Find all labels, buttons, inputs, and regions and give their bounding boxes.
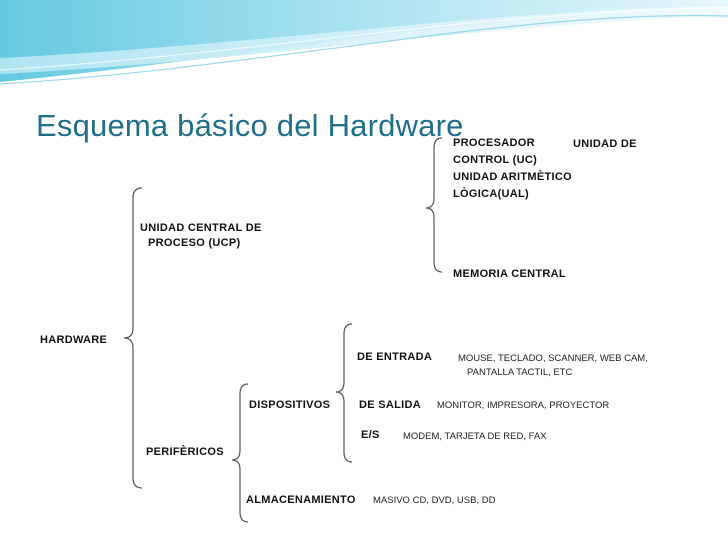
- salida-label: DE SALIDA: [359, 399, 421, 411]
- unidad-control-line1: UNIDAD DE: [573, 138, 637, 150]
- ucp-label-line1: UNIDAD CENTRAL DE: [140, 222, 262, 234]
- unidad-control-line2: CONTROL (UC): [453, 154, 538, 166]
- ual-line1: UNIDAD ARITMÈTICO: [453, 171, 572, 183]
- es-items: MODEM, TARJETA DE RED, FAX: [403, 431, 547, 442]
- entrada-label: DE ENTRADA: [357, 351, 433, 363]
- ucp-label-line2: PROCESO (UCP): [148, 237, 241, 249]
- entrada-items-line2: PANTALLA TACTIL, ETC: [467, 367, 573, 378]
- almacenamiento-items: MASIVO CD, DVD, USB, DD: [373, 495, 496, 506]
- dispositivos-label: DISPOSITIVOS: [249, 399, 331, 411]
- hardware-label: HARDWARE: [40, 334, 108, 346]
- salida-items: MONITOR, IMPRESORA, PROYECTOR: [437, 400, 610, 411]
- procesador-label: PROCESADOR: [453, 137, 535, 149]
- header-wave-decoration: [0, 0, 728, 100]
- ucp-brace: [426, 138, 442, 272]
- ual-line2: LÒGICA(UAL): [453, 188, 530, 200]
- entrada-items-line1: MOUSE, TECLADO, SCANNER, WEB CAM,: [458, 353, 648, 364]
- page-title: Esquema básico del Hardware: [36, 108, 464, 143]
- perifericos-label: PERIFÈRICOS: [146, 446, 224, 458]
- almacenamiento-label: ALMACENAMIENTO: [246, 494, 356, 506]
- dispositivos-brace: [336, 324, 352, 462]
- memoria-central-label: MEMORIA CENTRAL: [453, 268, 566, 280]
- es-label: E/S: [361, 429, 380, 441]
